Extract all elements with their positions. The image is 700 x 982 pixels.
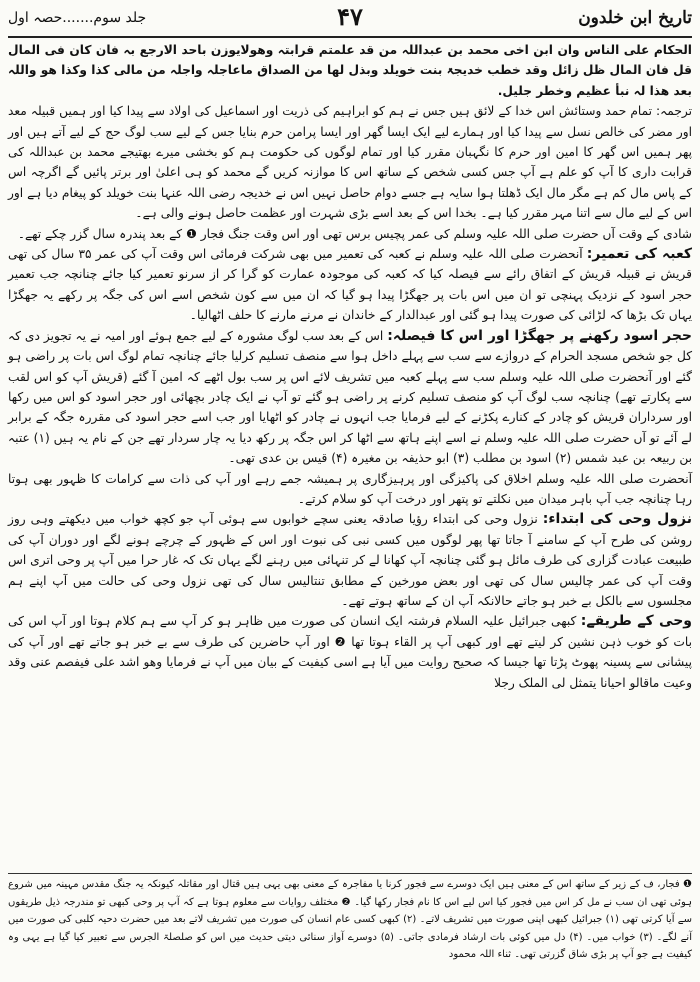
akhlaq-paragraph: آنحضرت صلی اللہ علیہ وسلم اخلاق کی پاکیزگی اور پرہیزگاری پر ہمیشہ جمے رہے اور آپ کی ذات سے کرامات کا ظہور بھی ہوتا رہا چنانچہ جب آپ باہر میدان میں نکلتے تو پتھر اور درخت آپ کو سلام کرتے۔ (8, 471, 692, 506)
arabic-passage: الحکام علی الناس وان ابن اخی محمد بن عبداللہ من قد علمتم قرابتہ وھولایوزن باحد الارجع بہ فان کان فی المال قل فان المال ظل زائل وقد خطب خدیجۃ بنت خویلد وبذل لھا من الصداق ماعاجلہ واجلہ من مالی کذا وکذا ھو واللہ بعد ھذا لہ نبأ عظیم وخطر جلیل. (8, 43, 692, 98)
hajar-text: اس کے بعد سب لوگ مشورہ کے لیے جمع ہوئے اور امیہ نے یہ تجویز دی کہ کل جو شخص مسجد الحرام کے دروازے سے سب سے پہلے داخل ہوا سے منصف تسلیم کرلیا جائے چنانچہ تمام لوگ اس بات پر راضی ہو گئے اور آنحضرت صلی اللہ علیہ وسلم سب سے پہلے کعبہ میں تشریف لائے اس پر سب بول اٹھے کہ امین آ گئے (قریش آپ کو اس لقب سے پکارتے تھے) چنانچہ سب لوگ آپ کو منصف تسلیم کرنے پر راضی ہو گئے تو آپ نے ایک چادر بچھائی اور حجر اسود کو اس میں رکھا اور سرداران قریش کو چادر کے کنارے پکڑنے کے لیے فرمایا جب انہوں نے چادر کو اٹھایا اور جب اسے حجر اسود کی مقررہ جگہ کے برابر لے آئے تو آں حضرت صلی اللہ علیہ وسلم نے اسے اپنے ہاتھ سے اٹھا کر اس جگہ پر رکھ دیا یہ چار سردار تھے جن کے نام یہ ہیں (۱) عتبہ بن ربیعہ بن عبد شمس (۲) اسود بن مطلب (۳) ابو حذیفہ بن مغیرہ (۴) قیس بن عدی تھی۔ (8, 328, 692, 466)
footnote: ❶ فجار، ف کے زیر کے ساتھ اس کے معنی ہیں ایک دوسرے سے فجور کرنا یا مفاجرہ کے معنی بھی یہی ہیں قتال اور مقاتلہ کیونکہ یہ جنگ مقدس مہینہ میں شروع ہوئی تھی ان سب نے مل کر اس میں فجور کیا اس لیے اس کا نام فجار رکھا گیا۔ ❷ مختلف روایات سے معلوم ہوتا ہے کہ آپ پر وحی کبھی تو مندرجہ ذیل طریقوں سے آیا کرتی تھی (۱) جبرائیل کبھی اپنی صورت میں تشریف لاتے۔ (۲) کبھی کسی عام انسان کی صورت میں تشریف لاتے بعد میں حضرت دحیہ کلبی کی صورت میں آنے لگے۔ (۳) خواب میں۔ (۴) دل میں کوئی بات ارشاد فرمادی جاتی۔ (۵) دوسرے آواز سنائی دیتی حدیث میں اس کو صلصلۃ الجرس سے تعبیر کیا گیا ہے یہی وہ کیفیت ہے جو آپ پر بڑی شاق گزرتی تھی۔ ثناء اللہ محمود (8, 879, 693, 960)
page-number: ۴۷ (337, 2, 363, 31)
footnotes (8, 873, 692, 964)
volume-part: جلد سوم.......حصہ اول (8, 10, 147, 26)
tariqa-text: کبھی جبرائیل علیہ السلام فرشتہ ایک انسان کی صورت میں ظاہر ہو کر آپ سے ہم کلام ہوتا اور آپ اس کی بات کو خوب ذہن نشین کر لیتے تھے اور کبھی آپ پر القاء ہوتا تھا ❷ اور آپ حاضرین کی طرف سے بے خبر ہو جاتے تھے اور آپ کی پیشانی سے پسینہ پھوٹ پڑتا تھا جیسا کہ صحیح روایت میں آیا ہے اسی کیفیت کے بیان میں آپ نے فرمایا وھو اشد علی فیفصم عنی وقد وعیت ماقالو احیانا یتمثل لی الملک رجلا (8, 614, 692, 690)
wahi-text: نزول وحی کی ابتداء رؤیا صادقہ یعنی سچے خوابوں سے ہوئی آپ جو کچھ خواب میں دیکھتے وہی روز روشن کی طرح آپ کے سامنے آ جاتا تھا پھر لوگوں میں کسی نبی کی نبوت اور اس کے ظہور کے چرچے ہونے لگے اور دوران آپ کی طبیعت عبادت گزاری کی طرف مائل ہو گئی چنانچہ آپ کھانا لے کر تنہائی میں رہنے لگے یہاں تک کہ غار حرا میں آپ پر وحی اتری اس وقت آپ کی عمر چالیس سال کی تھی اور بعض مورخین کے مطابق تنتالیس سال کی تھی نزول وحی کی حالت میں آپ اپنے ہم مجلسوں سے بالکل بے خبر ہو جاتے حالانکہ آپ ان کے ساتھ ہوتے تھے۔ (8, 512, 692, 608)
wahi-section (8, 509, 692, 611)
translation-paragraph: ترجمہ: تمام حمد وستائش اس خدا کے لائق ہیں جس نے ہم کو ابراہیم کی ذریت اور اسماعیل کی اولاد سے پیدا کیا اور ہمیں قبیلہ معد اور مضر کی خالص نسل سے پیدا کیا اور ہمارے لیے ایک ایسا گھر اور ایسا پرامن حرم بنایا جس کے لیے سب لوگ حج کے لیے آتے ہیں اور پھر ہمیں اس گھر کا امین اور حرم کا نگہبان مقرر کیا اور تمام لوگوں کی حکومت ہم کو بخشی میرے بھتیجے محمد بن عبداللہ کی قرابت داری کا آپ کو علم ہے آپ جس کسی شخص کے ساتھ اس کا موازنہ کریں گے محمد کو ہی اعلیٰ اور برتر پائیں گے اگرچہ اس کے پاس مال کم ہے مگر مال ایک ڈھلتا ہوا سایہ ہے جسے دوام حاصل نہیں اس نے خدیجہ رضی اللہ عنہا بنت خویلد کو پیغام دیا ہے اور اس کے لیے مال سے اتنا مہر مقرر کیا ہے۔ بخدا اس کے بعد اسے بڑی شہرت اور عظمت حاصل ہونے والی ہے۔ (8, 104, 692, 221)
book-title: تاریخ ابن خلدون (578, 8, 692, 28)
hajar-heading: حجر اسود رکھنے پر جھگڑا اور اس کا فیصلہ: (387, 327, 693, 344)
wahi-heading: نزول وحی کی ابتداء: (542, 511, 692, 528)
kaaba-text: آنحضرت صلی اللہ علیہ وسلم نے کعبہ کی تعمیر میں بھی شرکت فرمائی اس وقت آپ کی عمر ۳۵ سال کی تھی قریش نے قبیلہ قریش کے اتفاق رائے سے فیصلہ کیا کہ کعبہ کی موجودہ عمارت کو گرا کر از سرنو تعمیر کیا جائے چنانچہ جب تعمیر حجر اسود کے نزدیک پہنچی تو ان میں اس بات پر جھگڑا پیدا ہو گیا کہ ان میں سے کون شخص اسے اس کی جگہ پر رکھے یہ جھگڑا یہاں تک بڑھا کہ لڑائی کی صورت پیدا ہو گئی اور عبدالدار کے خاندان نے مرنے مارنے کا حلف اٹھالیا۔ (8, 247, 692, 323)
hajar-section (8, 326, 692, 469)
tariqa-heading: وحی کے طریقے: (580, 613, 692, 630)
main-text (8, 40, 692, 693)
marriage-paragraph: شادی کے وقت آں حضرت صلی اللہ علیہ وسلم کی عمر پچیس برس تھی اور اس وقت جنگ فجار ❶ کے بعد پندرہ سال گزر چکے تھے۔ (17, 226, 692, 241)
kaaba-heading: کعبہ کی تعمیر: (586, 246, 692, 263)
tariqa-section (8, 611, 692, 693)
kaaba-section (8, 244, 692, 326)
page-header (8, 0, 692, 38)
